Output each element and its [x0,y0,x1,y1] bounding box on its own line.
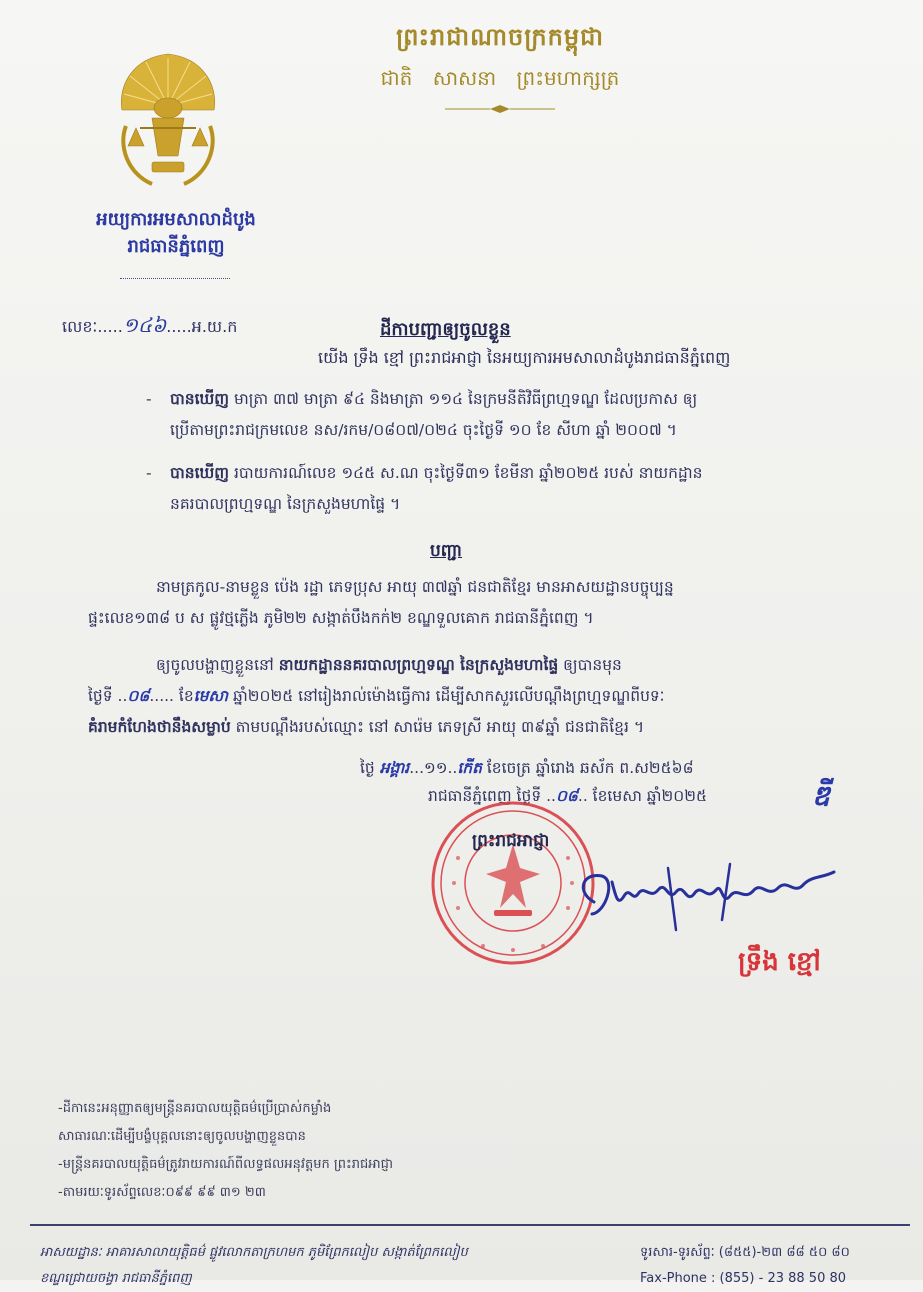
footer-contact [640,1240,900,1292]
footnotes [58,1095,618,1207]
handwritten-month: មេសា [193,688,229,705]
address-line1: អាសយដ្ឋានៈ អាគារសាលាយុត្តិធម៌ ផ្លូវលោកតាក្រហមក ភូមិព្រែកលៀប សង្កាត់ព្រែកលៀប [40,1245,468,1260]
flourish-ornament [445,105,555,113]
signer-name: ទ្រឹង ខ្មៅ [738,947,821,977]
solar-date-rest: .. ខែមេសា ឆ្នាំ២០២៥ [577,787,707,805]
consideration-item [146,384,846,446]
lunar-day-number: ...១១.. [409,759,458,777]
handwritten-solar-day: ០៨ [555,788,578,805]
letterhead [340,22,660,117]
solar-date-prefix: រាជធានីភ្នំពេញ ថ្ងៃទី .. [428,787,556,805]
order-summons-paragraph [88,650,848,743]
handwritten-day: ០៨ [127,688,150,705]
margin-handwritten-annotation: ឌី [812,781,830,812]
handwritten-signature-icon [572,842,852,952]
bullet-marker: - [146,390,152,408]
address-line2: ខណ្ឌជ្រោយចង្វា រាជធានីភ្នំពេញ [40,1271,192,1286]
footer-fax-phone: Fax-Phone : (855) - 23 88 50 80 [640,1271,847,1286]
consideration-continuation: នគរបាលព្រហ្មទណ្ឌ នៃក្រសួងមហាផ្ទៃ ។ [170,495,401,513]
handwritten-weekday: អង្គារ [379,760,410,777]
summons-destination: នាយកដ្ឋាននគរបាលព្រហ្មទណ្ឌ នៃក្រសួងមហាផ្ទៃ [278,656,559,674]
footer-phone-khmer: ទូរសារ-ទូរស័ព្ទៈ (៨៥៥)-២៣ ៨៨ ៥០ ៨០ [640,1245,850,1260]
day-label: ថ្ងៃទី .. [88,687,128,705]
reference-handwritten-number: ១៤៦ [122,315,167,337]
court-emblem-icon [112,46,224,196]
summons-intro: ឲ្យចូលបង្ហាញខ្លួននៅ [156,656,279,674]
reference-number [62,312,237,342]
handwritten-moon-phase: កើត [457,760,482,777]
consideration-continuation: ប្រើតាមព្រះរាជក្រមលេខ នស/រកម/០៨០៧/០២៤ ចុះថ្ងៃទី ១០ ខែ សីហា ឆ្នាំ ២០០៧ ។ [170,421,677,439]
lunar-date-rest: ខែចេត្រ ឆ្នាំរោង ឆស័ក ព.ស២៥៦៨ [481,759,694,777]
consideration-lead: បានឃើញ [170,390,230,408]
footnote-line: -ដីកានេះអនុញ្ញាតឲ្យមន្ត្រីនគរបាលយុត្តិធម៌ប្រើប្រាស់កម្លាំង [58,1101,332,1116]
bullet-marker: - [146,464,152,482]
footnote-line: -តាមរយៈទូរស័ព្ទលេខៈ០៩៩ ៩៩ ៣១ ២៣ [58,1185,266,1200]
lunar-day-label: ថ្ងៃ [360,759,380,777]
charge-offense: គំរាមកំហែងថានឹងសម្លាប់ [88,718,231,736]
summons-deadline-label: ឲ្យបានមុន [558,656,622,674]
summons-purpose: ឆ្នាំ២០២៥ នៅរៀងរាល់ម៉ោងធ្វើការ ដើម្បីសាកសួរលើបណ្ដឹងព្រហ្មទណ្ឌពីបទៈ [228,687,665,705]
reference-prefix: លេខៈ..... [62,317,123,336]
month-label: ..... ខែ [149,687,194,705]
footer-divider [30,1224,910,1226]
court-divider [120,278,230,280]
order-heading: បញ្ជា [430,541,463,561]
kingdom-heading: ព្រះរាជាណាចក្រកម្ពុជា [396,22,604,51]
signer-title: ព្រះរាជអាជ្ញា [472,831,550,851]
subject-line1: នាមត្រកូល-នាមខ្លួន ប៉េង រដ្ឋា ភេទប្រុស អាយុ ៣៧ឆ្នាំ ជនជាតិខ្មែរ មានអាសយដ្ឋានបច្ចុប្បន្ន [156,578,674,596]
consideration-lead: បានឃើញ [170,464,230,482]
national-motto: ជាតិ សាសនា ព្រះមហាក្សត្រ [380,66,620,90]
issuer-statement: យើង ទ្រឹង ខ្មៅ ព្រះរាជអាជ្ញា នៃអយ្យការអមសាលាដំបូងរាជធានីភ្នំពេញ [318,348,731,367]
court-name-line1: អយ្យការអមសាលាដំបូង [96,209,256,230]
consideration-text: របាយការណ៍លេខ ១៤៥ ស.ណ ចុះថ្ងៃទី៣១ ខែមីនា ឆ្នាំ២០២៥ របស់ នាយកដ្ឋាន [229,464,703,482]
lunar-date-line [360,758,694,781]
complainant-details: តាមបណ្ដឹងរបស់ឈ្មោះ នៅ សារ៉េម ភេទស្រី អាយុ ៣៩ឆ្នាំ ជនជាតិខ្មែរ ។ [230,718,645,736]
document-title: ដីកាបញ្ជាឲ្យចូលខ្លួន [380,319,511,340]
footer-address [40,1240,600,1292]
subject-line2: ផ្ទះលេខ១៣៨ ប ស ផ្លូវថ្មភ្លើង ភូមិ២២ សង្កាត់បឹងកក់២ ខណ្ឌទួលគោក រាជធានីភ្នំពេញ ។ [88,609,594,627]
issuing-court [66,206,286,260]
court-name-line2: រាជធានីភ្នំពេញ [127,236,225,257]
reference-suffix: .....អ.យ.ក [166,317,238,336]
order-subject-paragraph [88,572,848,634]
consideration-text: មាត្រា ៣៧ មាត្រា ៩៤ និងមាត្រា ១១៤ នៃក្រមនីតិវិធីព្រហ្មទណ្ឌ ដែលប្រកាស ឲ្យ [229,390,698,408]
footnote-line: -មន្ត្រីនគរបាលយុត្តិធម៌ត្រូវរាយការណ៍ពីលទ្ធផលអនុវត្តមក ព្រះរាជអាជ្ញា [58,1157,393,1172]
footnote-line: សាធារណៈដើម្បីបង្ខំបុគ្គលនោះឲ្យចូលបង្ហាញខ្លួនបាន [58,1129,306,1144]
consideration-item [146,458,846,520]
